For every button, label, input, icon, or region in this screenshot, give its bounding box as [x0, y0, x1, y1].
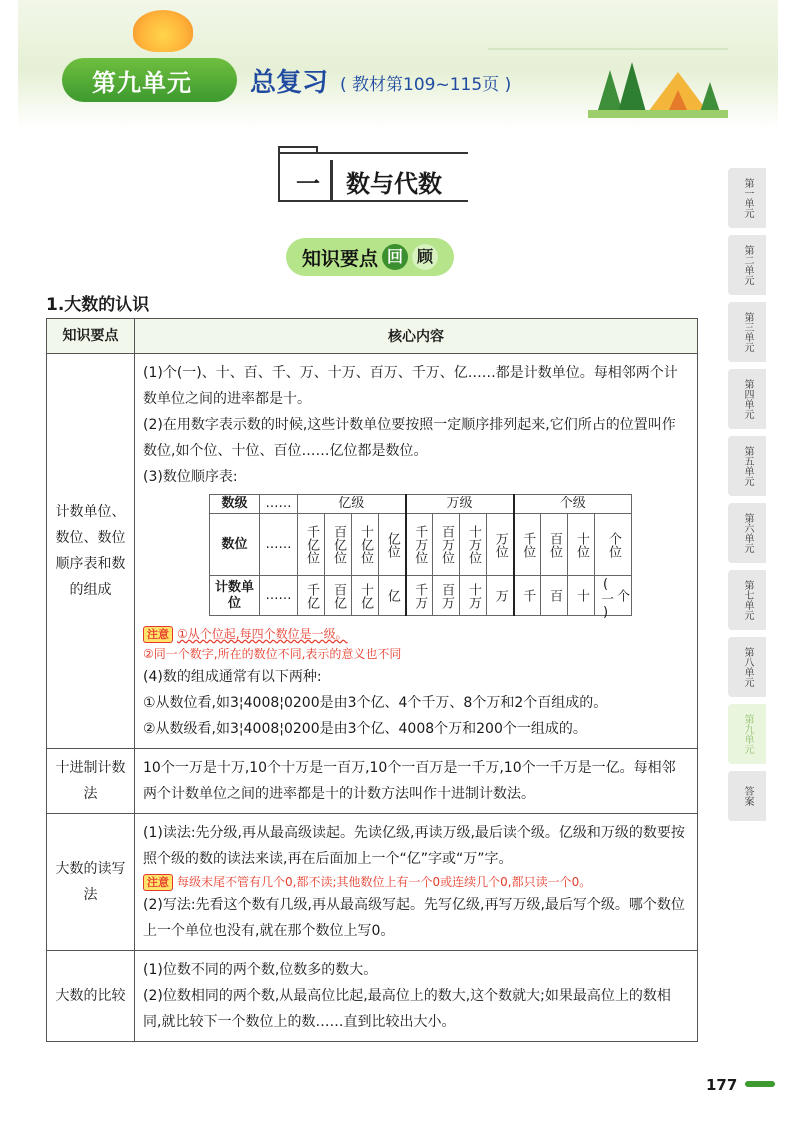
digit-row-label: 计数单位	[210, 576, 260, 616]
digit-unit-cell: 万	[487, 576, 514, 616]
row-content	[135, 749, 698, 814]
digit-place-cell: 万位	[487, 514, 514, 576]
digit-unit-cell: 百万	[433, 576, 460, 616]
review-badge-label: 知识要点	[302, 247, 379, 270]
digit-dots: ……	[260, 514, 298, 576]
content-line: (2)写法:先看这个数有几级,再从最高级写起。先写亿级,再写万级,最后写个级。哪个数位上一个单位也没有,就在那个数位上写0。	[143, 897, 685, 939]
unit-tabs	[728, 168, 770, 828]
row-key: 十进制计数法	[47, 749, 135, 814]
row-key: 大数的比较	[47, 951, 135, 1042]
review-badge-char2: 顾	[412, 244, 438, 270]
level-yi: 亿级	[298, 495, 406, 514]
digit-unit-cell: 千	[514, 576, 541, 616]
digit-dots: ……	[260, 495, 298, 514]
digit-place-cell: 亿位	[379, 514, 406, 576]
digit-unit-cell: 千亿	[298, 576, 325, 616]
content-line: ①从数位看,如3¦4008¦0200是由3个亿、4个千万、8个万和2个百组成的。	[143, 695, 608, 711]
table-row	[47, 749, 698, 814]
content-line: (4)数的组成通常有以下两种:	[143, 669, 322, 685]
sidebar-tab[interactable]: 第四单元	[728, 369, 766, 429]
note-tag: 注意	[143, 874, 173, 891]
page-number: 177	[706, 1076, 738, 1094]
row-content	[135, 354, 698, 749]
note-text: ①从个位起,每四个数位是一级。	[177, 627, 348, 641]
row-key: 计数单位、数位、数位顺序表和数的组成	[47, 354, 135, 749]
level-ge: 个级	[514, 495, 632, 514]
sidebar-tab[interactable]: 第一单元	[728, 168, 766, 228]
section-number: 一	[296, 170, 320, 198]
content-line: ②从数级看,如3¦4008¦0200是由3个亿、4008个万和200个一组成的。	[143, 721, 587, 737]
header-content: 核心内容	[135, 319, 698, 354]
section-title: 数与代数	[346, 170, 442, 198]
content-line: 10个一万是十万,10个十万是一百万,10个一百万是一千万,10个一千万是一亿。每相邻两个计数单位之间的进率都是十的计数方法叫作十进制计数法。	[143, 760, 676, 802]
header-key: 知识要点	[47, 319, 135, 354]
digit-unit-cell: 十万	[460, 576, 487, 616]
sun-decoration	[133, 10, 193, 52]
note-line	[143, 624, 689, 644]
note-tag: 注意	[143, 626, 173, 643]
sidebar-tab[interactable]: 第九单元	[728, 704, 766, 764]
note-text: ②同一个数字,所在的数位不同,表示的意义也不同	[143, 647, 402, 661]
sidebar-tab[interactable]: 第七单元	[728, 570, 766, 630]
digit-row-units	[210, 576, 632, 616]
sidebar-tab[interactable]: 第三单元	[728, 302, 766, 362]
content-line: (1)个(一)、十、百、千、万、十万、百万、千万、亿……都是计数单位。每相邻两个计数单位之间的进率都是十。	[143, 365, 678, 407]
topic-heading: 1.大数的认识	[46, 295, 150, 315]
sidebar-tab[interactable]: 第六单元	[728, 503, 766, 563]
sidebar-tab[interactable]: 答案	[728, 771, 766, 821]
digit-unit-cell: 十	[568, 576, 595, 616]
sidebar-tab[interactable]: 第五单元	[728, 436, 766, 496]
row-content	[135, 951, 698, 1042]
digit-place-cell: 个位	[595, 514, 632, 576]
digit-unit-cell: 百亿	[325, 576, 352, 616]
digit-place-cell: 百亿位	[325, 514, 352, 576]
note-text: 每级末尾不管有几个0,都不读;其他数位上有一个0或连续几个0,都只读一个0。	[177, 875, 592, 889]
table-row	[47, 814, 698, 951]
digit-place-cell: 千亿位	[298, 514, 325, 576]
digit-place-cell: 十万位	[460, 514, 487, 576]
digit-row-label: 数位	[210, 514, 260, 576]
digit-place-cell: 百位	[541, 514, 568, 576]
content-line: (1)位数不同的两个数,位数多的数大。	[143, 962, 378, 978]
digit-unit-cell: 百	[541, 576, 568, 616]
digit-unit-cell: 十亿	[352, 576, 379, 616]
digit-table-wrap	[143, 490, 689, 624]
note-line	[143, 872, 689, 892]
section-divider	[330, 160, 333, 200]
knowledge-table	[46, 318, 698, 1042]
content-line: (2)在用数字表示数的时候,这些计数单位要按照一定顺序排列起来,它们所占的位置叫作数位,如个位、十位、百位……亿位都是数位。	[143, 417, 676, 459]
digit-order-table	[209, 494, 632, 620]
digit-unit-cell: 亿	[379, 576, 406, 616]
table-header-row	[47, 319, 698, 354]
table-row	[47, 354, 698, 749]
digit-unit-cell: 千万	[406, 576, 433, 616]
content-line: (3)数位顺序表:	[143, 469, 238, 485]
digit-place-cell: 十位	[568, 514, 595, 576]
level-wan: 万级	[406, 495, 514, 514]
content-line: (1)读法:先分级,再从最高级读起。先读亿级,再读万级,最后读个级。亿级和万级的数要按照个级的数的读法来读,再在后面加上一个“亿”字或“万”字。	[143, 825, 685, 867]
digit-place-cell: 千万位	[406, 514, 433, 576]
review-badge-char1: 回	[382, 244, 408, 270]
row-content	[135, 814, 698, 951]
sidebar-tab[interactable]: 第八单元	[728, 637, 766, 697]
content-line: (2)位数相同的两个数,从最高位比起,最高位上的数大,这个数就大;如果最高位上的数相同,就比较下一个数位上的数……直到比较出大小。	[143, 988, 671, 1030]
row-key: 大数的读写法	[47, 814, 135, 951]
digit-dots: ……	[260, 576, 298, 616]
page-subtitle: ( 教材第109~115页 )	[340, 75, 512, 95]
digit-place-cell: 十亿位	[352, 514, 379, 576]
table-row	[47, 951, 698, 1042]
digit-row-label: 数级	[210, 495, 260, 514]
page-number-bar	[745, 1081, 775, 1087]
page-title: 总复习	[250, 68, 329, 98]
digit-row-places	[210, 514, 632, 576]
digit-place-cell: 千位	[514, 514, 541, 576]
digit-unit-cell: 个(一)	[595, 576, 632, 616]
camping-scenery-icon	[588, 40, 728, 118]
digit-place-cell: 百万位	[433, 514, 460, 576]
review-badge	[286, 238, 454, 276]
digit-row-levels	[210, 495, 632, 514]
unit-label: 第九单元	[62, 58, 237, 102]
sidebar-tab[interactable]: 第二单元	[728, 235, 766, 295]
